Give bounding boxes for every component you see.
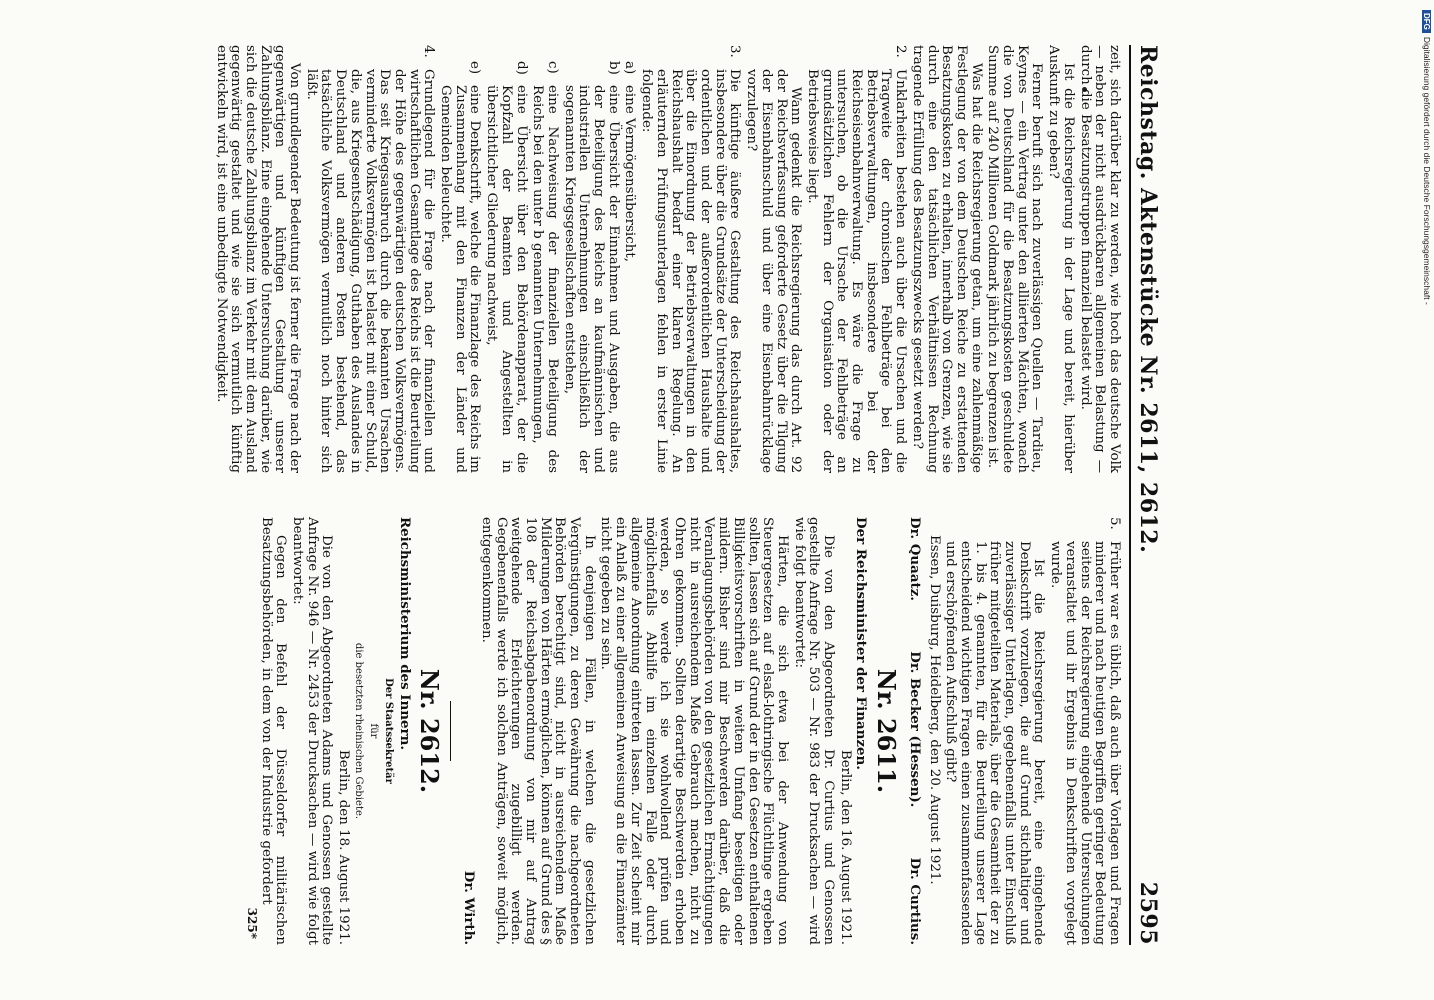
paragraph: Von grundlegender Bedeutung ist ferner die Frage nach der gegenwärtigen und künftigen Gestaltung unserer Zahlungsbilanz. Eine eingehende Untersuchung darüber, wie sich die deutsche Zahlungsbilanz im Verkehr mit dem Ausland gegenwärtig gestaltet und wie sie sich vermutlich künftig entwickeln wird, ist eine unbedingte Notwendigkeit. <box>213 45 303 473</box>
paragraph: Die künftige äußere Gestaltung des Reichshaushaltes, insbesondere über die Grundsätze der Unterscheidung der ordentlichen und der außerordentlichen Haushalte und über die Einordnung der Betriebsverwaltungen in den Reichshaushalt bedarf einer klaren Regelung. An erläuternden Prüfungsunterlagen fehlen in erster Linie folgende: <box>639 69 743 473</box>
divider <box>450 701 451 761</box>
sub-letter: b) <box>605 61 621 75</box>
item-2 <box>743 45 907 473</box>
notice-text: Digitalisierung gefördert durch die Deutsche Forschungsgemeinschaft - <box>1422 36 1432 305</box>
paragraph: Ferner beruft sich nach zuverlässigen Quellen — Tardieu, Keynes — ein Vertrag unter den alliierten Mächten, wonach die von Deutschland für die Besatzungskosten geschuldete Summe auf 240 Millionen Goldmark jährlich zu begrenzen ist. <box>985 45 1045 473</box>
item-number: 5. <box>1107 517 1122 530</box>
paragraph: Ist die Reichsregierung bereit, eine eingehende Denkschrift vorzulegen, die auf Grund stichhaltiger und zuverlässiger Unterlagen, gegebenenfalls unter Einschluß früher mitgeteilten Materials, über die Gesamtheit der zu 1. bis 4. genannten, für die Beurteilung unserer Lage entscheidend wichtigen Fragen einen zusammenfassenden und erschöpfenden Aufschluß gibt? <box>943 541 1047 945</box>
paragraph: Grundlegend für die Frage nach der finanziellen und wirtschaftlichen Gesamtlage des Reichs ist die Beurteilung der Höhe des gegenwärtigen deutschen Volksvermögens. Das seit Kriegsausbruch durch die bekannten Ursachen verminderte Volksvermögen ist belastet mit einer Schuld, die, aus Kriegsentschädigung, Guthaben des Auslandes in Deutschland und anderen Posten bestehend, das tatsächliche Volksvermögen vermutlich noch hinter sich läßt. <box>303 69 437 473</box>
signature: Dr. Quaatz. <box>906 517 923 601</box>
sub-text: eine Denkschrift, welche die Finanzlage des Reichs im Zusammenhang mit den Finanzen der Länder und Gemeinden beleuchtet. <box>438 85 483 473</box>
document-number-2612: Nr. 2612. <box>415 668 445 794</box>
signature-mark: 325* <box>244 907 259 939</box>
intro-text: zeit, sich darüber klar zu werden, wie hoch das deutsche Volk — neben der nicht ausdrückbaren allgemeinen Belastung — durch die Besatzungstruppen finanziell belastet wird. <box>1077 45 1122 473</box>
item-number: 3. <box>727 45 743 58</box>
date-line: Berlin, den 18. August 1921. <box>336 749 352 945</box>
paragraph: Die von den Abgeordneten Adams und Genossen gestellte Anfrage Nr. 946 — Nr. 2453 der Drucksachen — wird wie folgt beantwortet: <box>289 517 335 945</box>
ministry-name: Der Reichsminister der Finanzen. <box>853 517 870 770</box>
sub-letter: a) <box>622 61 638 75</box>
item-3 <box>639 45 742 473</box>
ministry-subtitle: für <box>368 723 380 739</box>
place-date: Essen, Duisburg, Heidelberg, den 20. August 1921. <box>926 535 942 885</box>
signature: Dr. Becker (Hessen). <box>906 651 923 808</box>
header-title: Reichstag. Aktenstücke Nr. 2611, 2612. <box>1135 45 1161 554</box>
sub-letter: e) <box>467 61 483 75</box>
dfg-logo: DFG <box>1422 10 1431 33</box>
sub-letter: d) <box>513 61 529 75</box>
rotated-document <box>55 45 1165 945</box>
item-4 <box>303 45 435 473</box>
document-number-2611: Nr. 2611. <box>872 668 902 794</box>
paragraph: Gegen den Befehl der Düsseldorfer militärischen Besatzungsbehörden, in dem von der Industrie gefordert <box>258 517 289 945</box>
paragraph: In denjenigen Fällen, in welchen die gesetzlichen Vergünstigungen, zu deren Gewährung die nachgeordneten Behörden berechtigt sind, nicht in ausreichendem Maße Milderungen von Härten ermöglichen, können auf Grund des § 108 der Reichsabgabenordnung von mir auf Antrag weitgehende Erleichterungen zugebilligt werden. Gegebenenfalls werde ich solchen Anträgen, soweit möglich, entgegenkommen. <box>478 517 597 945</box>
signature: Dr. Wirth. <box>461 870 478 945</box>
paragraph: Ist die Reichsregierung in der Lage und bereit, hierüber Auskunft zu geben? <box>1046 45 1076 473</box>
paragraph: Härten, die sich etwa bei der Anwendung von Steuergesetzen auf elsaß-lothringische Flüchtlinge ergeben sollten, lassen sich auf Grund der in den Gesetzen enthaltenen Billigkeitsvorschriften in weitem Umfang beseitigen oder mildern. Bisher sind mir Beschwerden darüber, daß die Veranlagungsbehörden von den gesetzlichen Ermächtigungen nicht in ausreichendem Maße Gebrauch machen, nicht zu Ohren gekommen. Sollten derartige Beschwerden erhoben werden, so werde ich sie wohlwollend prüfen und möglichenfalls Abhilfe im einzelnen Falle oder durch allgemeine Anordnung eintreten lassen. Zur Zeit scheint mir ein Anlaß zu einer allgemeinen Anweisung an die Finanzämter nicht gegeben zu sein. <box>598 517 790 945</box>
ministry-name: Reichsministerium des Innern. <box>396 517 413 750</box>
ministry-subtitle: die besetzten rheinischen Gebiete. <box>353 642 365 820</box>
paragraph: Früher war es üblich, daß auch über Vorlagen und Fragen minderer und nach heutigen Begriffen geringer Bedeutung seitens der Reichsregierung eingehende Untersuchungen veranstaltet und ihr Ergebnis in Denkschriften vorgelegt wurde. <box>1048 541 1122 945</box>
paragraph: Wann gedenkt die Reichsregierung das durch Art. 92 der Reichsverfassung geforderte Gesetz über die Tilgung der Eisenbahnschuld und über eine Eisenbahnrücklage vorzulegen? <box>744 69 804 473</box>
date-line: Berlin, den 16. August 1921. <box>837 749 853 945</box>
left-column <box>211 45 1121 473</box>
ministry-subtitle: Der Staatssekretär <box>383 678 395 784</box>
item-number: 4. <box>421 45 437 58</box>
sub-text: eine Übersicht der Einnahmen und Ausgaben, die aus der Beteiligung des Reichs an kaufmännischen und industriellen Unternehmungen einschließlich der sogenannten Kriegsgesellschaften entstehen, <box>561 85 621 473</box>
digitization-notice <box>1422 10 1432 770</box>
paragraph: Unklarheiten bestehen auch über die Ursachen und die Tragweite der chronischen Fehlbeträge bei den Betriebsverwaltungen, insbesondere bei der Reichseisenbahnverwaltung. Es wäre die Frage zu untersuchen, ob die Ursache der Fehlbeträge an grundsätzlichen Fehlern der Organisation oder der Betriebsweise liegt. <box>804 69 909 473</box>
sub-item-a <box>622 45 637 473</box>
item-number: 2. <box>893 45 909 58</box>
right-column <box>244 517 1122 945</box>
sub-item-e <box>437 45 481 473</box>
paragraph: Was hat die Reichsregierung getan, um eine zahlenmäßige Festlegung der von dem Deutschen Reiche zu erstattenden Besatzungskosten zu erhalten, innerhalb von Grenzen, wie sie durch eine den tatsächlichen Verhältnissen Rechnung tragende Erfüllung des Besatzungszwecks gesetzt werden? <box>909 45 984 473</box>
page-number: 2595 <box>1135 881 1161 945</box>
page-header <box>1129 45 1165 945</box>
sub-letter: c) <box>544 61 560 74</box>
paragraph: Die von den Abgeordneten Dr. Curtius und Genossen gestellte Anfrage Nr. 503 — Nr. 983 der Drucksachen — wird wie folgt beantwortet: <box>791 517 837 945</box>
signature: Dr. Curtius. <box>906 857 923 945</box>
sub-item-d <box>483 45 527 473</box>
sub-item-c <box>530 45 559 473</box>
sub-text: eine Übersicht über den Behördenapparat, der die Kopfzahl der Beamten und Angestellten in übersichtlicher Gliederung nachweist, <box>484 85 529 473</box>
sub-text: eine Nachweisung der finanziellen Beteiligung des Reichs bei den unter b genannten Unternehmungen, <box>530 85 560 473</box>
signatures <box>907 517 922 945</box>
sub-item-b <box>561 45 620 473</box>
sub-text: eine Vermögensübersicht, <box>622 85 638 262</box>
item-5 <box>943 517 1121 945</box>
